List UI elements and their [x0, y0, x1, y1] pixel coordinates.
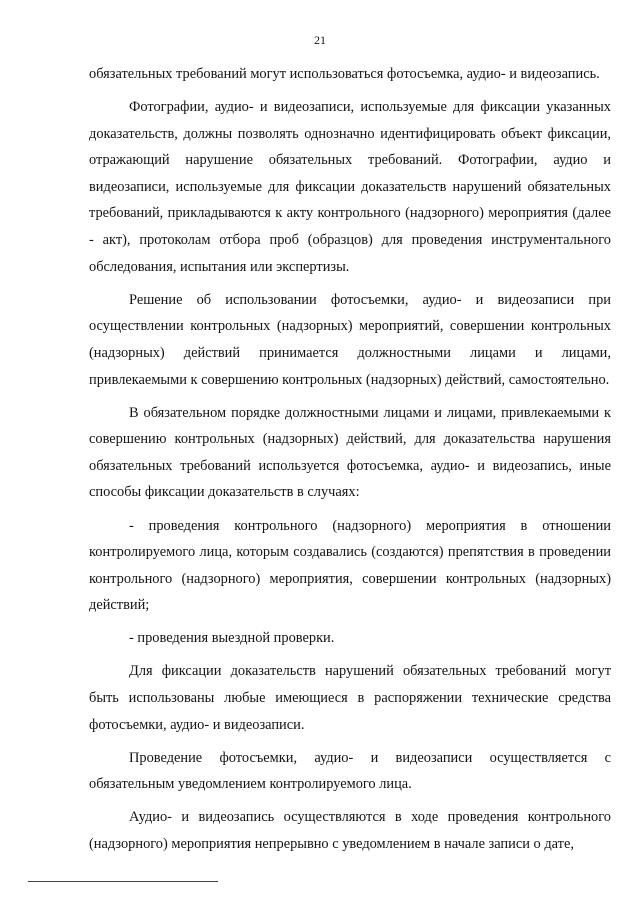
- paragraph: Фотографии, аудио- и видеозаписи, используемые для фиксации указанных доказательств, должны позволять однозначно идентифицировать объект фиксации, отражающий нарушение обязательных требований. Фотографии, аудио и видеозаписи, используемые для фиксации доказательств нарушений обязательных требований, прикладываются к акту контрольного (надзорного) мероприятия (далее - акт), протоколам отбора проб (образцов) для проведения инструментального обследования, испытания или экспертизы.: [89, 99, 611, 275]
- list-item-paragraph: - проведения контрольного (надзорного) мероприятия в отношении контролируемого лица, которым создавались (создаются) препятствия в проведении контрольного (надзорного) мероприятия, совершении контрольных (надзорных) действий;: [89, 517, 611, 614]
- document-body: [89, 61, 611, 864]
- paragraph: В обязательном порядке должностными лицами и лицами, привлекаемыми к совершению контрольных (надзорных) действий, для доказательства нарушения обязательных требований используется фотосъемка, аудио- и видеозапись, иные способы фиксации доказательств в случаях:: [89, 404, 611, 501]
- paragraph: Для фиксации доказательств нарушений обязательных требований могут быть использованы любые имеющиеся в распоряжении технические средства фотосъемки, аудио- и видеозаписи.: [89, 663, 611, 733]
- page-number: 21: [314, 33, 326, 47]
- footer-rule: [28, 881, 218, 882]
- paragraph: обязательных требований могут использоваться фотосъемка, аудио- и видеозапись.: [89, 66, 600, 82]
- list-item-paragraph: - проведения выездной проверки.: [129, 630, 335, 647]
- paragraph: Аудио- и видеозапись осуществляются в ходе проведения контрольного (надзорного) мероприятия непрерывно с уведомлением в начале записи о дате,: [89, 809, 611, 853]
- paragraph: Проведение фотосъемки, аудио- и видеозаписи осуществляется с обязательным уведомлением контролируемого лица.: [89, 749, 611, 793]
- paragraph: Решение об использовании фотосъемки, аудио- и видеозаписи при осуществлении контрольных (надзорных) мероприятий, совершении контрольных (надзорных) действий принимается должностными лицами и лицами, привлекаемыми к совершению контрольных (надзорных) действий, самостоятельно.: [89, 291, 611, 388]
